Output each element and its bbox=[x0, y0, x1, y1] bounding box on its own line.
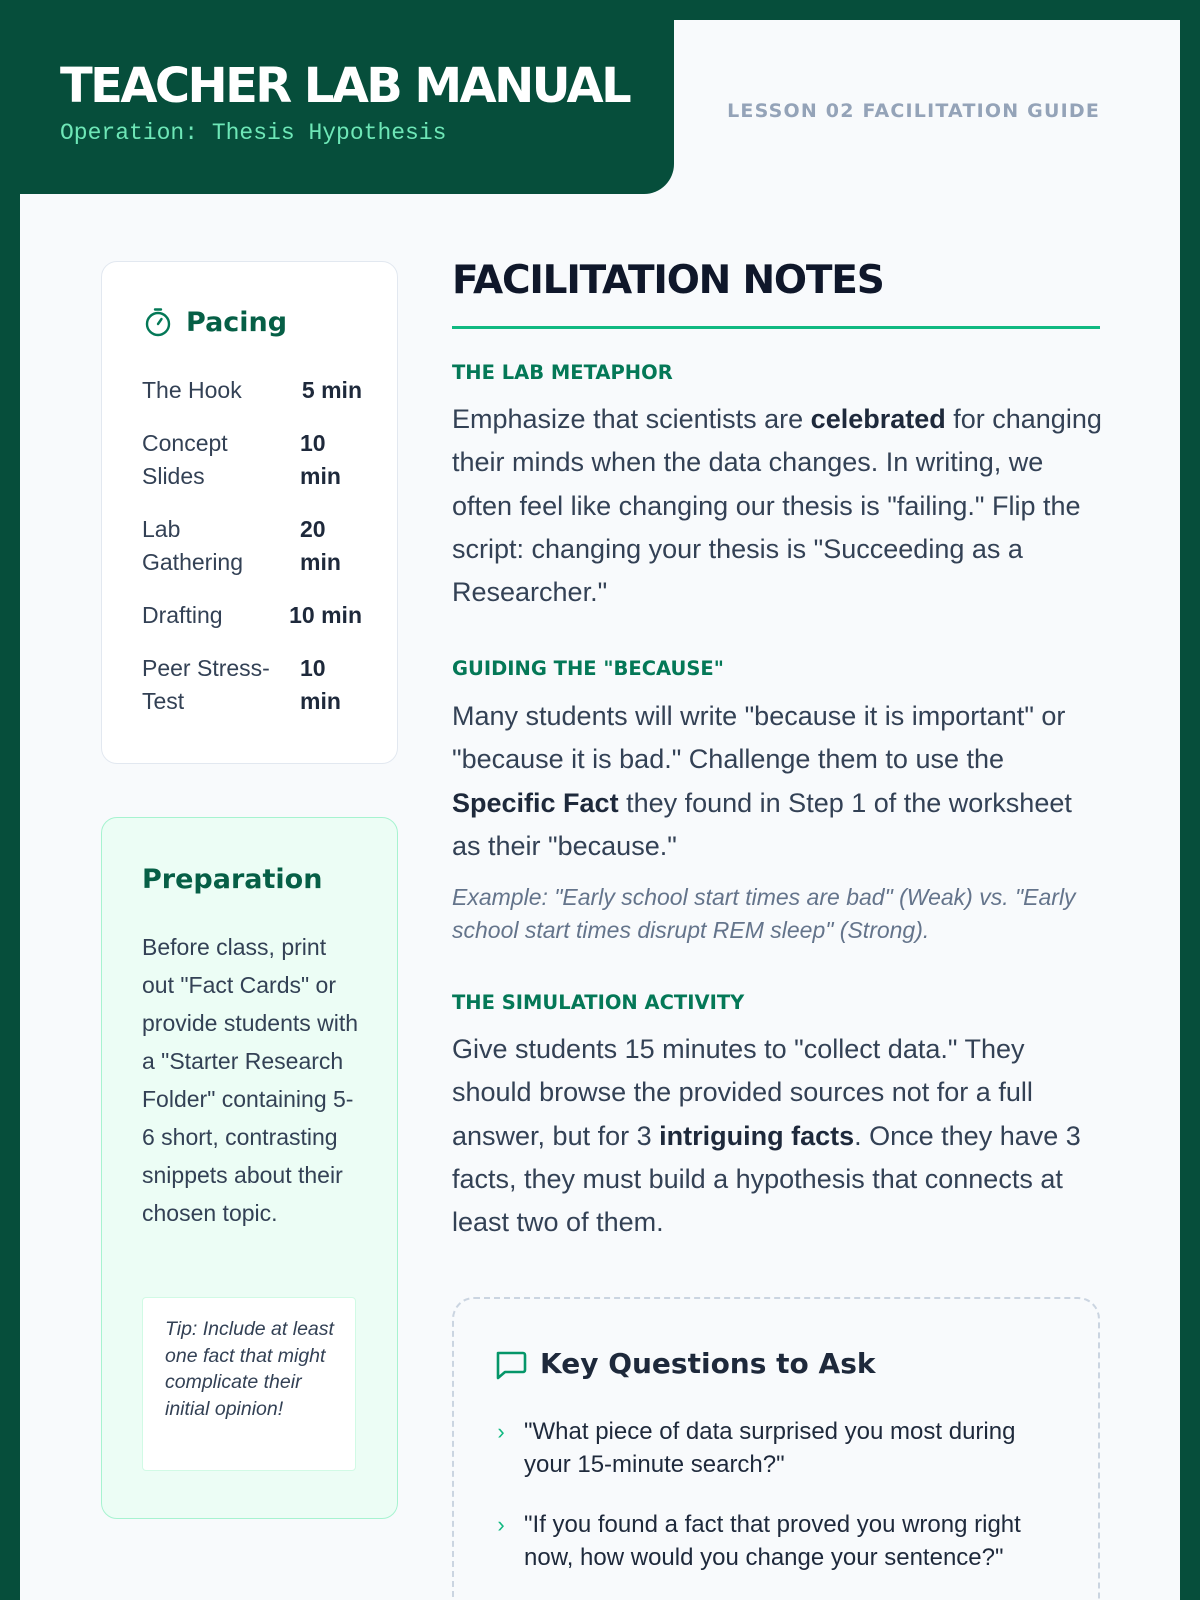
key-questions-box bbox=[452, 1297, 1100, 1600]
page-subtitle: Operation: Thesis Hypothesis bbox=[60, 120, 447, 146]
pacing-activity: Concept Slides bbox=[142, 430, 228, 489]
question-item bbox=[494, 1508, 1054, 1574]
pacing-time: 20 min bbox=[300, 516, 341, 575]
preparation-title: Preparation bbox=[142, 864, 323, 895]
chat-bubble-icon bbox=[494, 1348, 528, 1380]
section-title: FACILITATION NOTES bbox=[452, 258, 884, 303]
title-divider bbox=[452, 326, 1100, 329]
pacing-heading bbox=[142, 306, 287, 338]
header-banner bbox=[20, 20, 674, 194]
key-questions-heading bbox=[494, 1347, 875, 1380]
pacing-row bbox=[142, 599, 362, 632]
paragraph-guiding-because bbox=[452, 695, 1102, 868]
pacing-time: 10 min bbox=[289, 602, 362, 628]
paragraph-text: Emphasize that scientists are bbox=[452, 404, 811, 434]
subheading-simulation-activity: THE SIMULATION ACTIVITY bbox=[452, 991, 745, 1014]
chevron-right-icon: › bbox=[497, 1512, 505, 1537]
lesson-label: LESSON 02 FACILITATION GUIDE bbox=[727, 100, 1100, 122]
page-title: TEACHER LAB MANUAL bbox=[60, 58, 630, 114]
pacing-row bbox=[142, 652, 362, 718]
paragraph-text: they found in Step 1 of the worksheet as their "because." bbox=[452, 787, 1072, 861]
tip-text: Tip: Include at least one fact that might complicate their initial opinion! bbox=[165, 1318, 334, 1420]
subheading-guiding-because: GUIDING THE "BECAUSE" bbox=[452, 657, 724, 680]
pacing-row bbox=[142, 513, 362, 579]
pacing-title: Pacing bbox=[186, 306, 288, 338]
preparation-card bbox=[101, 817, 398, 1519]
paragraph-text: Give students 15 minutes to "collect data." They should browse the provided sources not for a full answer, but for 3 bbox=[452, 1034, 1033, 1151]
question-text: "If you found a fact that proved you wrong right now, how would you change your sentence?" bbox=[524, 1511, 1021, 1571]
page bbox=[20, 20, 1180, 1600]
pacing-card bbox=[101, 261, 398, 764]
pacing-time: 5 min bbox=[301, 377, 362, 403]
chevron-right-icon: › bbox=[497, 1419, 505, 1444]
subheading-lab-metaphor: THE LAB METAPHOR bbox=[452, 361, 673, 384]
example-text: Example: "Early school start times are bad" (Weak) vs. "Early school start times disrupt REM sleep" (Strong). bbox=[452, 884, 1076, 943]
pacing-activity: Peer Stress-Test bbox=[142, 655, 270, 714]
question-text: "What piece of data surprised you most during your 15-minute search?" bbox=[524, 1418, 1016, 1478]
key-questions-title: Key Questions to Ask bbox=[540, 1347, 876, 1380]
pacing-row bbox=[142, 374, 362, 407]
question-item bbox=[494, 1415, 1054, 1481]
paragraph-text: Many students will write "because it is important" or "because it is bad." Challenge them to use the bbox=[452, 701, 1066, 775]
paragraph-simulation-activity bbox=[452, 1028, 1102, 1244]
paragraph-text: for changing their minds when the data changes. In writing, we often feel like changing our thesis is "failing." Flip the script: changing your thesis is "Succeeding as a Researcher." bbox=[452, 404, 1102, 608]
paragraph-lab-metaphor bbox=[452, 398, 1102, 614]
paragraph-text: . Once they have 3 facts, they must build a hypothesis that connects at least two of them. bbox=[452, 1120, 1081, 1238]
emphasis-text: Specific Fact bbox=[452, 787, 619, 818]
pacing-row bbox=[142, 427, 362, 493]
pacing-list bbox=[142, 374, 362, 738]
emphasis-text: intriguing facts bbox=[659, 1120, 855, 1151]
emphasis-text: celebrated bbox=[810, 404, 946, 434]
preparation-heading bbox=[142, 864, 322, 895]
pacing-activity: The Hook bbox=[142, 377, 242, 403]
pacing-time: 10 min bbox=[300, 655, 341, 714]
preparation-body: Before class, print out "Fact Cards" or provide students with a "Starter Research Folder" containing 5-6 short, contrasting snippets about their chosen topic. bbox=[142, 934, 359, 1226]
pacing-time: 10 min bbox=[300, 430, 341, 489]
stopwatch-icon bbox=[142, 306, 174, 338]
pacing-activity: Lab Gathering bbox=[142, 516, 244, 575]
tip-box bbox=[142, 1297, 356, 1471]
pacing-activity: Drafting bbox=[142, 602, 223, 628]
